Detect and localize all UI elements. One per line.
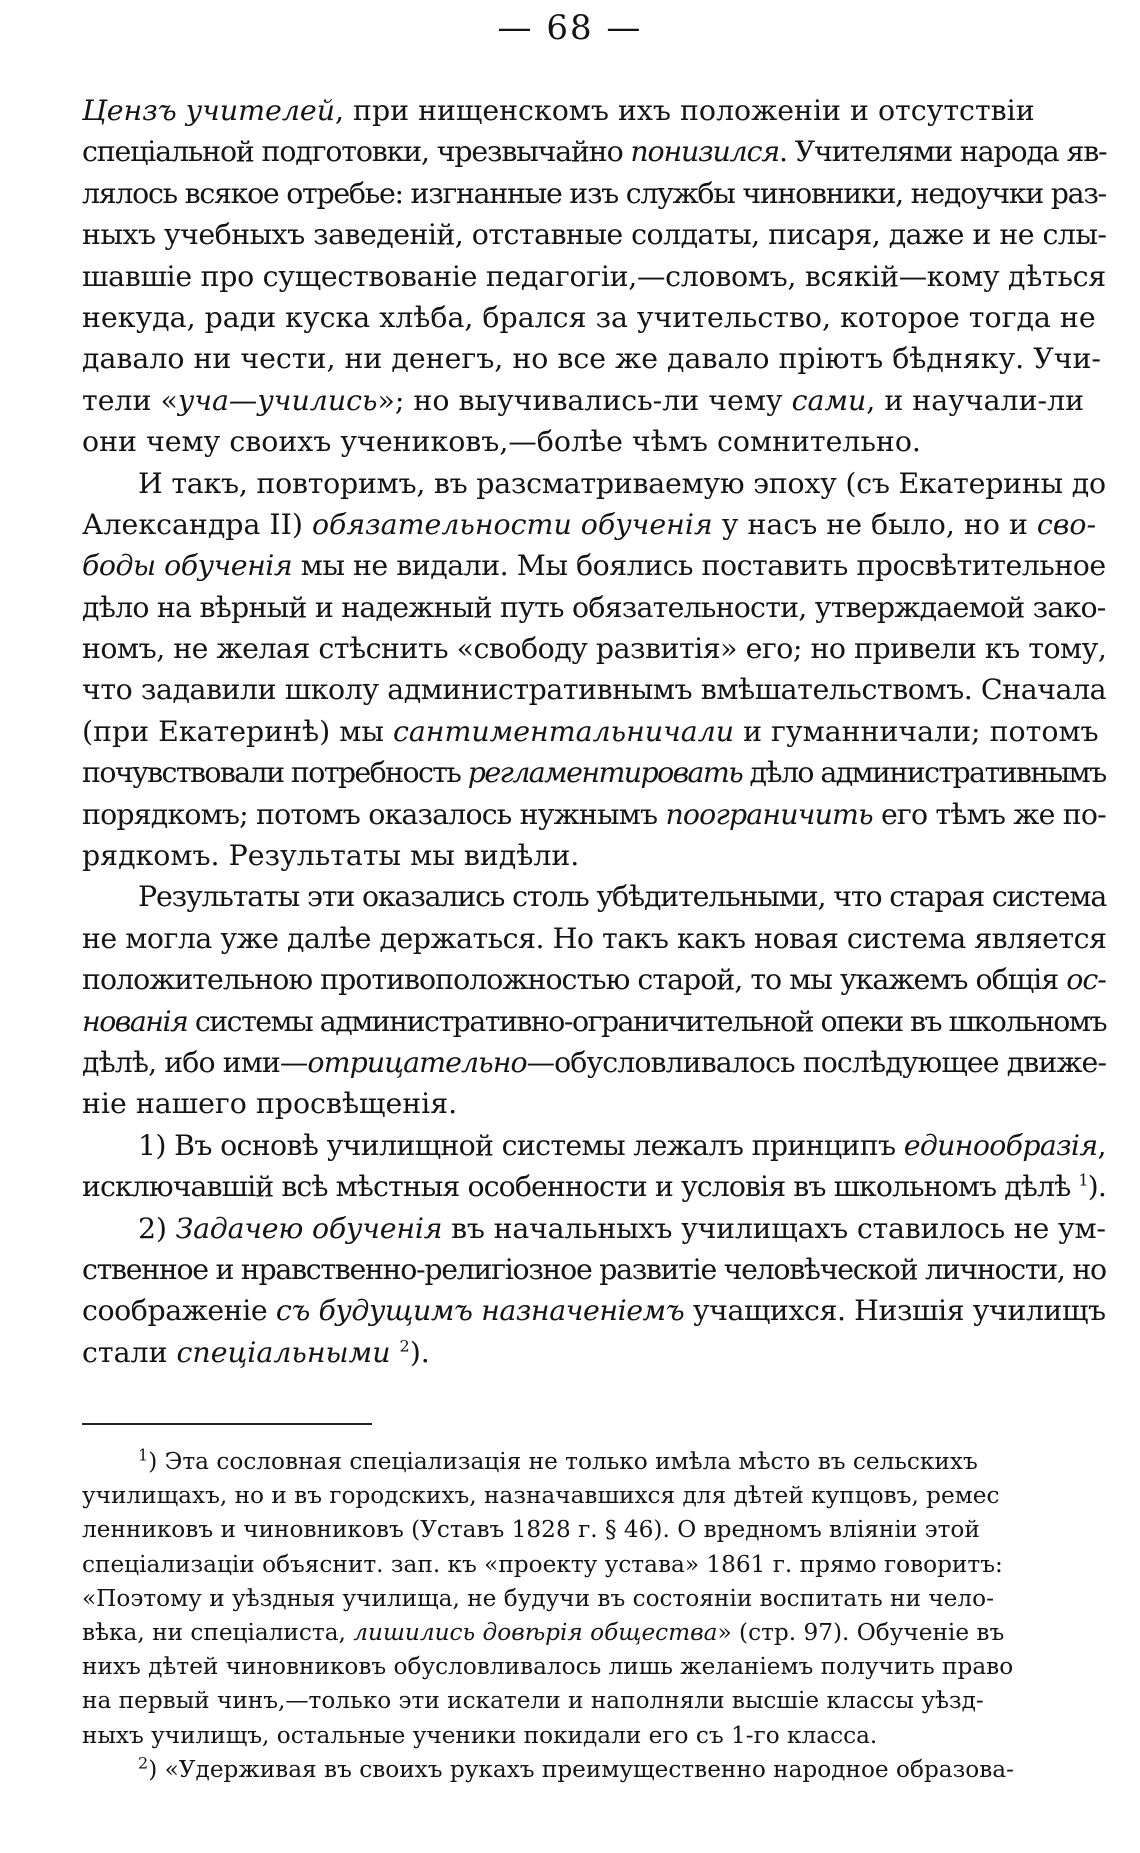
footnote-marker: 1 xyxy=(138,1445,149,1465)
text-run: 2) xyxy=(138,1211,176,1245)
footnote-line xyxy=(82,1548,1106,1582)
text-run: дѣло на вѣрный и надежный путь обязательности, утверждаемой зако- xyxy=(82,590,1106,624)
text-run: шавшіе про существованіе педагогіи,—словомъ, всякій—кому дѣться xyxy=(82,259,1106,293)
text-line xyxy=(82,1332,1106,1373)
italic-text: единообразія xyxy=(903,1128,1098,1162)
text-line xyxy=(82,173,1106,214)
italic-text: отрицательно xyxy=(307,1045,527,1079)
italic-text: Цензъ учителей xyxy=(82,94,335,127)
footnote-line xyxy=(82,1650,1106,1684)
text-run: соображеніе xyxy=(82,1294,276,1328)
italic-text: спеціальными xyxy=(176,1335,391,1369)
text-line xyxy=(82,421,1106,462)
text-line xyxy=(82,876,1106,917)
text-line xyxy=(82,504,1106,545)
text-run: тели « xyxy=(82,383,178,417)
italic-text: лишились довѣрія общества xyxy=(353,1618,718,1646)
text-line xyxy=(82,338,1106,379)
text-run: учащихся. Низшія училищъ xyxy=(684,1294,1106,1328)
text-run: училищахъ, но и въ городскихъ, назначавшихся для дѣтей купцовъ, ремес xyxy=(82,1482,1000,1510)
text-line xyxy=(82,131,1106,172)
text-run: »; но выучивались-ли чему xyxy=(377,383,792,417)
text-run xyxy=(391,1336,400,1369)
text-run: что задавили школу административнымъ вмѣшательствомъ. Сначала xyxy=(82,673,1107,707)
text-line xyxy=(82,1042,1106,1083)
text-run: исключавшій всѣ мѣстныя особенности и условія въ школьномъ дѣлѣ xyxy=(82,1170,1079,1204)
text-run: «Поэтому и уѣздныя училища, не будучи въ состояніи воспитать ни чело- xyxy=(82,1584,994,1612)
text-run: ственное и нравственно-религіозное развитіе человѣческой личности, но xyxy=(82,1252,1106,1286)
text-run: ныхъ училищъ, остальные ученики покидали его съ 1-го класса. xyxy=(82,1721,878,1749)
text-line xyxy=(82,1249,1106,1290)
italic-text: обязательности обученія xyxy=(311,507,713,541)
text-line xyxy=(82,256,1106,297)
text-run: не могла уже далѣе держаться. Но такъ какъ новая система является xyxy=(82,921,1107,955)
footnote-marker: 2 xyxy=(399,1336,410,1356)
text-run: давало ни чести, ни денегъ, но все же давало пріютъ бѣдняку. Учи- xyxy=(82,342,1102,376)
text-line xyxy=(82,1166,1106,1207)
text-run: И такъ, повторимъ, въ разсматриваемую эпоху (съ Екатерины до xyxy=(138,466,1106,500)
italic-text: сво- xyxy=(1036,507,1097,541)
text-run: на первый чинъ,—только эти искатели и наполняли высшіе классы уѣзд- xyxy=(82,1687,984,1715)
text-line xyxy=(82,463,1106,504)
text-run: —обусловливалось послѣдующее движе- xyxy=(526,1045,1107,1079)
text-run: Результаты эти оказались столь убѣдительными, что старая система xyxy=(138,880,1107,914)
text-run: системы административно-ограничительной опеки въ школьномъ xyxy=(187,1004,1107,1038)
text-run: нихъ дѣтей чиновниковъ обусловливалось лишь желаніемъ получить право xyxy=(82,1653,1014,1681)
text-line xyxy=(82,918,1106,959)
text-run: ніе нашего просвѣщенія. xyxy=(82,1087,458,1121)
text-run: порядкомъ; потомъ оказалось нужнымъ xyxy=(82,797,666,831)
text-run: ленниковъ и чиновниковъ (Уставъ 1828 г. § 46). О вредномъ вліяніи этой xyxy=(82,1516,980,1544)
footnote-line xyxy=(82,1479,1106,1513)
italic-text: понизился xyxy=(630,135,779,169)
italic-text: ос- xyxy=(1066,963,1106,997)
italic-text: нованія xyxy=(82,1004,188,1038)
italic-text: съ будущимъ назначеніемъ xyxy=(275,1294,685,1328)
italic-text: регламентировать xyxy=(467,756,743,790)
text-line xyxy=(82,1125,1106,1166)
text-run: . Учителями народа яв- xyxy=(778,135,1107,169)
text-run: стали xyxy=(82,1335,177,1369)
italic-text: Задачею обученія xyxy=(175,1211,443,1245)
text-run: , при нищенскомъ ихъ положеніи и отсутствіи xyxy=(335,94,1035,127)
text-run: » (стр. 97). Обученіе въ xyxy=(717,1618,1005,1646)
italic-text: боды обученія xyxy=(82,549,293,583)
text-run: вѣка, ни спеціалиста, xyxy=(82,1618,354,1646)
text-run: (при Екатеринѣ) мы xyxy=(82,714,393,748)
text-run: у насъ не было, но и xyxy=(712,507,1037,541)
text-run: лялось всякое отребье: изгнанные изъ службы чиновники, недоучки раз- xyxy=(82,176,1106,210)
text-run: , xyxy=(1097,1128,1106,1162)
text-line xyxy=(82,545,1106,586)
footnote-line xyxy=(82,1513,1106,1547)
text-run: ). xyxy=(409,1335,430,1369)
footnote-line xyxy=(82,1684,1106,1718)
text-run: они чему своихъ учениковъ,—болѣе чѣмъ сомнительно. xyxy=(82,425,921,459)
text-line xyxy=(82,380,1106,421)
text-run: его тѣмъ же по- xyxy=(872,797,1106,831)
text-line xyxy=(82,711,1106,752)
text-line xyxy=(82,1290,1106,1331)
text-line xyxy=(82,835,1106,876)
main-text xyxy=(82,90,1106,1373)
text-run: спеціальной подготовки, чрезвычайно xyxy=(82,135,631,169)
text-line xyxy=(82,1001,1106,1042)
footnote-line xyxy=(82,1445,1106,1479)
footnote-line xyxy=(82,1753,1106,1787)
text-run: дѣлѣ, ибо ими— xyxy=(82,1045,308,1079)
text-run: почувствовали потребность xyxy=(82,756,468,790)
text-run: ) Эта сословная спеціализація не только имѣла мѣсто въ сельскихъ xyxy=(148,1448,978,1475)
text-run: спеціализаціи объяснит. зап. къ «проекту устава» 1861 г. прямо говоритъ: xyxy=(82,1550,1003,1578)
text-run: положительною противоположностью старой, то мы укажемъ общія xyxy=(82,963,1067,997)
text-run: въ начальныхъ училищахъ ставилось не ум- xyxy=(442,1211,1106,1245)
text-line xyxy=(82,587,1106,628)
text-run: дѣло административнымъ xyxy=(742,756,1106,790)
text-run: рядкомъ. Результаты мы видѣли. xyxy=(82,839,580,873)
text-line xyxy=(82,669,1106,710)
text-run: некуда, ради куска хлѣба, брался за учительство, которое тогда не xyxy=(82,300,1096,334)
text-line xyxy=(82,90,1106,131)
text-run: Александра II) xyxy=(82,507,312,541)
text-line xyxy=(82,628,1106,669)
italic-text: сами xyxy=(791,383,867,417)
text-line xyxy=(82,1208,1106,1249)
text-run: ныхъ учебныхъ заведеній, отставные солдаты, писаря, даже и не слы- xyxy=(82,218,1107,252)
footnote-line xyxy=(82,1719,1106,1753)
text-run: 1) Въ основѣ училищной системы лежалъ принципъ xyxy=(138,1128,904,1162)
text-run: мы не видали. Мы боялись поставить просвѣтительное xyxy=(292,549,1106,583)
footnote-divider xyxy=(82,1423,372,1425)
text-line xyxy=(82,752,1106,793)
text-line xyxy=(82,959,1106,1000)
text-run: ). xyxy=(1087,1170,1106,1204)
page-number: — 68 — xyxy=(497,8,643,48)
text-run: номъ, не желая стѣснить «свободу развитія» его; но привели къ тому, xyxy=(82,632,1107,666)
text-line xyxy=(82,1083,1106,1124)
footnote-marker: 2 xyxy=(138,1752,149,1772)
text-run: и гуманничали; потомъ xyxy=(734,714,1099,748)
italic-text: поограничить xyxy=(665,797,873,831)
footnote-line xyxy=(82,1582,1106,1616)
text-run: , и научали-ли xyxy=(866,383,1085,417)
italic-text: уча—учились xyxy=(177,383,378,417)
text-line xyxy=(82,794,1106,835)
text-line xyxy=(82,297,1106,338)
footnote-line xyxy=(82,1616,1106,1650)
footnote-marker: 1 xyxy=(1078,1170,1088,1190)
text-run: ) «Удерживая въ своихъ рукахъ преимущественно народное образова- xyxy=(148,1755,1014,1783)
italic-text: сантиментальничали xyxy=(392,714,735,748)
text-line xyxy=(82,214,1106,255)
footnotes xyxy=(82,1445,1106,1787)
